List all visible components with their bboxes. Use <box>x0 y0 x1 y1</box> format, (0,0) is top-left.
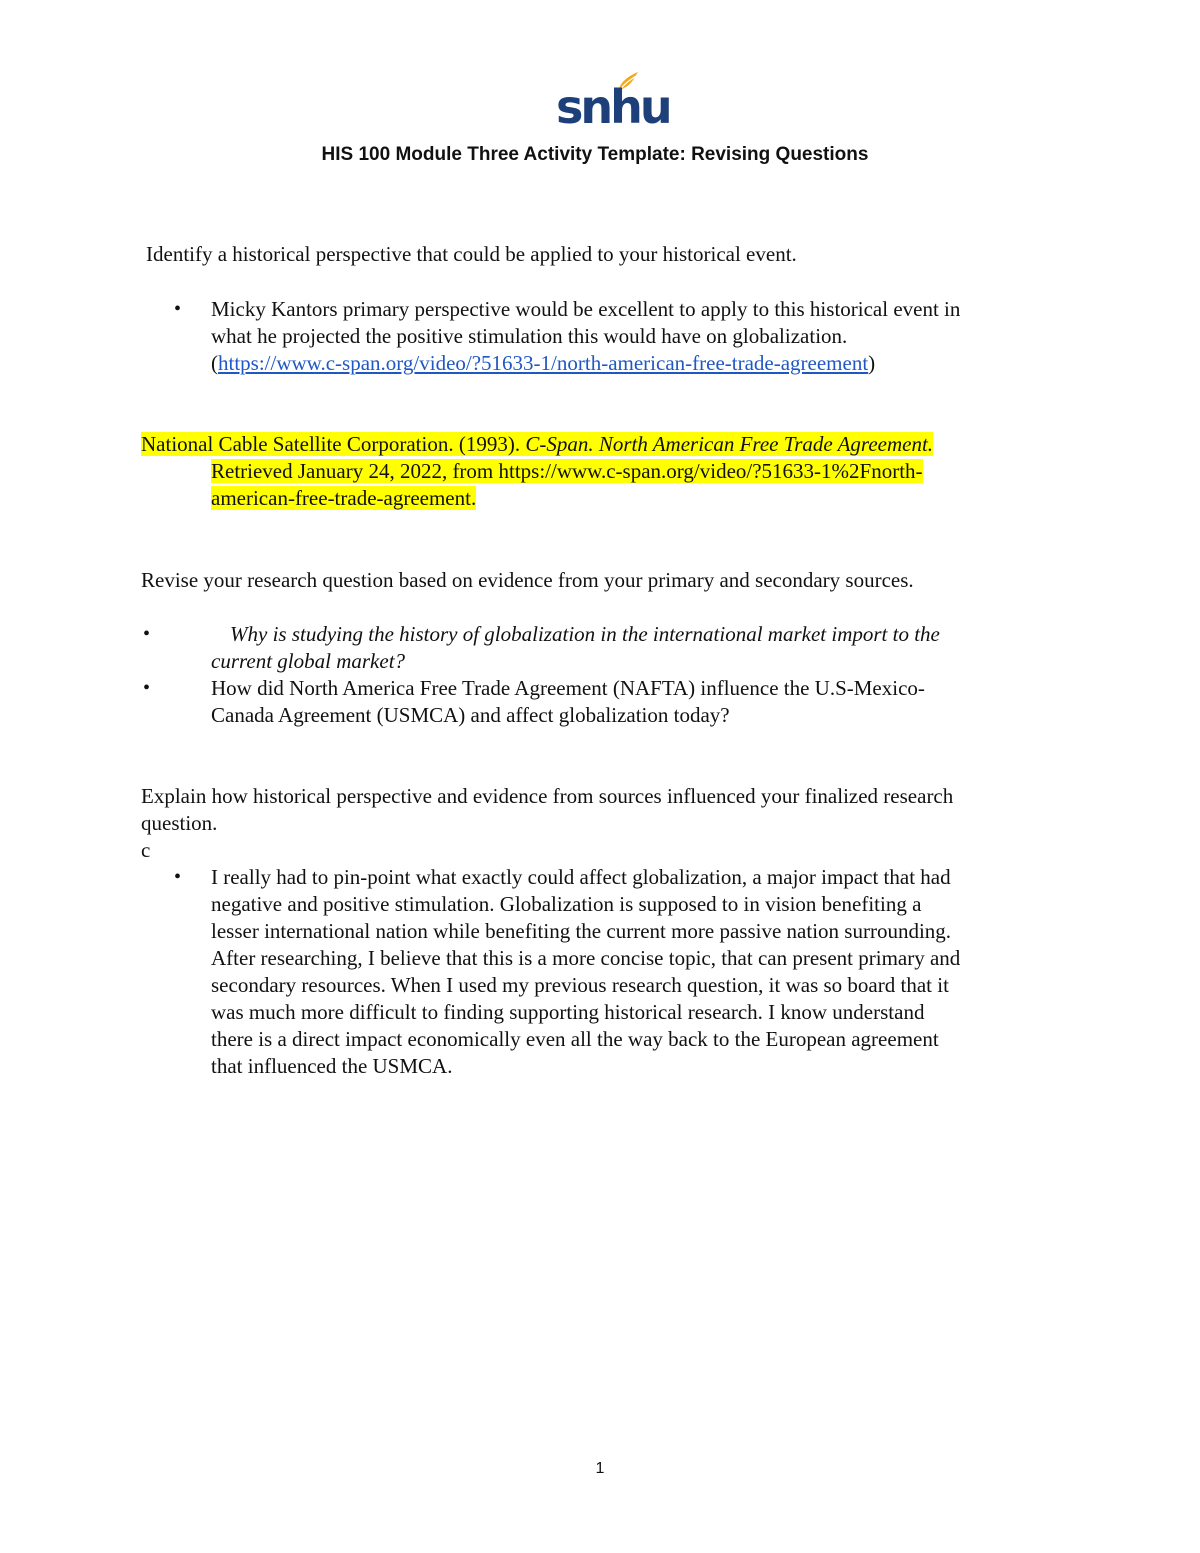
source-link[interactable]: https://www.c-span.org/video/?51633-1/north-american-free-trade-agreement <box>218 351 869 375</box>
bullet-icon: • <box>174 298 182 320</box>
research-question-2: How did North America Free Trade Agreement (NAFTA) influence the U.S-Mexico- Canada Agreement (USMCA) and affect globalization today? <box>211 676 925 727</box>
citation: National Cable Satellite Corporation. (1993). C-Span. North American Free Trade Agreement. Retrieved January 24, 2022, from https://www.c-span.org/video/?51633-1%2Fnorth- american-free-trade-agreement. <box>141 432 934 510</box>
bullet-icon: • <box>143 677 151 699</box>
page-title: HIS 100 Module Three Activity Template: Revising Questions <box>321 144 869 165</box>
perspective-answer: Micky Kantors primary perspective would be excellent to apply to this historical event in what he projected the positive stimulation this would have on globalization. (https://www.c-span.org/video/?51633-1/north-american-free-trade-agreement) <box>211 297 961 375</box>
page-number: 1 <box>595 1460 605 1477</box>
stray-character: c <box>141 838 151 862</box>
prompt-explain-influence: Explain how historical perspective and evidence from sources influenced your finalized research question. <box>141 784 954 835</box>
influence-answer: I really had to pin-point what exactly could affect globalization, a major impact that had negative and positive stimulation. Globalization is supposed to in vision benefiting a lesser international nation while benefiting the current more passive nation surrounding. After researching, I believe that this is a more concise topic, that can present primary and secondary resources. When I used my previous research question, it was so board that it was much more difficult to finding supporting historical research. I know understand there is a direct impact economically even all the way back to the European agreement that influenced the USMCA. <box>211 865 961 1078</box>
prompt-revise-question: Revise your research question based on evidence from your primary and secondary sources. <box>141 568 914 592</box>
snhu-logo <box>548 70 670 134</box>
bullet-icon: • <box>143 623 151 645</box>
logo-wordmark: snhu <box>556 80 670 134</box>
prompt-historical-perspective: Identify a historical perspective that could be applied to your historical event. <box>146 242 797 266</box>
research-question-1: Why is studying the history of globalization in the international market import to the current global market? <box>211 622 940 673</box>
bullet-icon: • <box>174 866 182 888</box>
